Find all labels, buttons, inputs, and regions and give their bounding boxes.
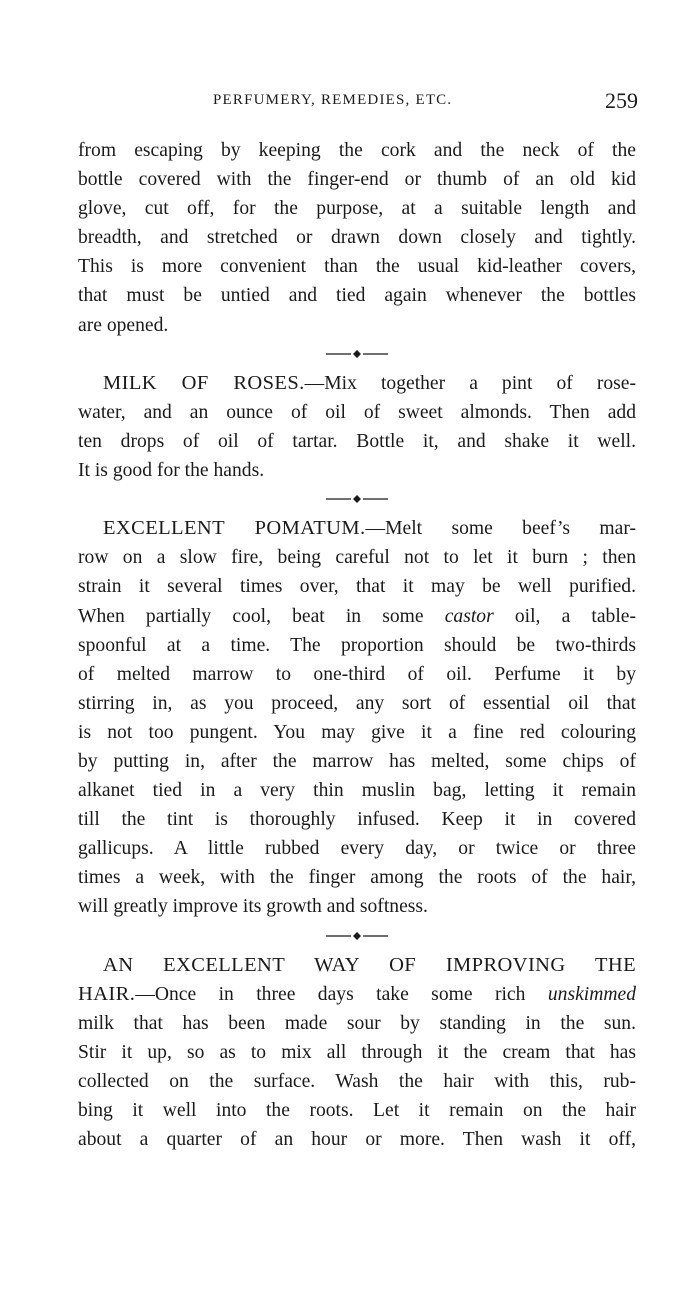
divider-ornament-icon bbox=[326, 930, 388, 942]
italic-term: unskimmed bbox=[547, 983, 636, 1005]
text-line: by putting in, after the marrow has melted, some chips of bbox=[78, 750, 636, 772]
section-divider bbox=[78, 485, 636, 514]
text-line: of melted marrow to one-third of oil. Perfume it by bbox=[78, 663, 636, 685]
text-line: about a quarter of an hour or more. Then wash it off, bbox=[78, 1129, 636, 1151]
text-line: collected on the surface. Wash the hair with this, rub- bbox=[78, 1071, 636, 1092]
text-line: that must be untied and tied again whenever the bottles bbox=[78, 285, 636, 307]
text-line bbox=[78, 602, 636, 631]
text-line: water, and an ounce of oil of sweet almonds. Then add bbox=[78, 401, 636, 423]
recipe-improving-hair bbox=[78, 951, 636, 1155]
text-line: is not too pungent. You may give it a fine red colouring bbox=[78, 721, 636, 743]
text-line: gallicups. A little rubbed every day, or twice or three bbox=[78, 838, 636, 860]
recipe-milk-of-roses bbox=[78, 369, 636, 485]
text-line: This is more convenient than the usual kid-leather covers, bbox=[78, 256, 636, 278]
divider-ornament-icon bbox=[326, 493, 388, 505]
recipe-excellent-pomatum bbox=[78, 514, 636, 921]
text-line: milk that has been made sour by standing in the sun. bbox=[78, 1012, 636, 1034]
text-line: bing it well into the roots. Let it remain on the hair bbox=[78, 1100, 636, 1122]
text-fragment: —Melt some beef’s mar- bbox=[365, 518, 636, 540]
recipe-heading: MILK OF ROSES. bbox=[103, 371, 305, 394]
text-line: are opened. bbox=[78, 314, 169, 336]
divider-ornament-icon bbox=[326, 348, 388, 360]
text-line: bottle covered with the finger-end or thumb of an old kid bbox=[78, 169, 636, 191]
intro-paragraph bbox=[78, 136, 636, 340]
running-head bbox=[78, 88, 638, 118]
text-fragment: —Mix together a pint of rose- bbox=[304, 372, 636, 394]
text-line: row on a slow fire, being careful not to let it burn ; then bbox=[78, 547, 636, 569]
text-line: spoonful at a time. The proportion should be two-thirds bbox=[78, 634, 636, 656]
text-line: alkanet tied in a very thin muslin bag, letting it remain bbox=[78, 780, 636, 802]
text-fragment: oil, a table- bbox=[493, 605, 636, 627]
text-line: will greatly improve its growth and softness. bbox=[78, 896, 428, 918]
text-line: till the tint is thoroughly infused. Keep it in covered bbox=[78, 809, 636, 831]
text-line bbox=[78, 980, 636, 1009]
text-line: Stir it up, so as to mix all through it the cream that has bbox=[78, 1041, 636, 1063]
text-line bbox=[78, 514, 636, 543]
text-line: stirring in, as you proceed, any sort of essential oil that bbox=[78, 692, 636, 714]
recipe-heading: HAIR. bbox=[78, 982, 136, 1005]
text-line: times a week, with the finger among the roots of the hair, bbox=[78, 867, 636, 889]
text-line: It is good for the hands. bbox=[78, 460, 265, 482]
italic-term: castor bbox=[444, 605, 494, 627]
text-line: strain it several times over, that it may be well purified. bbox=[78, 576, 636, 598]
page-number: 259 bbox=[605, 88, 638, 113]
recipe-heading: AN EXCELLENT WAY OF IMPROVING THE bbox=[103, 953, 636, 976]
running-title: PERFUMERY, REMEDIES, ETC. bbox=[213, 92, 453, 108]
text-fragment: —Once in three days take some rich bbox=[135, 983, 548, 1005]
text-fragment: When partially cool, beat in some bbox=[78, 605, 445, 627]
text-line bbox=[78, 369, 636, 398]
body-text bbox=[78, 136, 636, 1154]
text-line: ten drops of oil of tartar. Bottle it, and shake it well. bbox=[78, 430, 636, 452]
text-line: breadth, and stretched or drawn down closely and tightly. bbox=[78, 227, 636, 249]
section-divider bbox=[78, 340, 636, 369]
text-line: glove, cut off, for the purpose, at a suitable length and bbox=[78, 198, 636, 220]
section-divider bbox=[78, 922, 636, 951]
text-line: from escaping by keeping the cork and the neck of the bbox=[78, 140, 636, 161]
recipe-heading: EXCELLENT POMATUM. bbox=[103, 517, 366, 540]
